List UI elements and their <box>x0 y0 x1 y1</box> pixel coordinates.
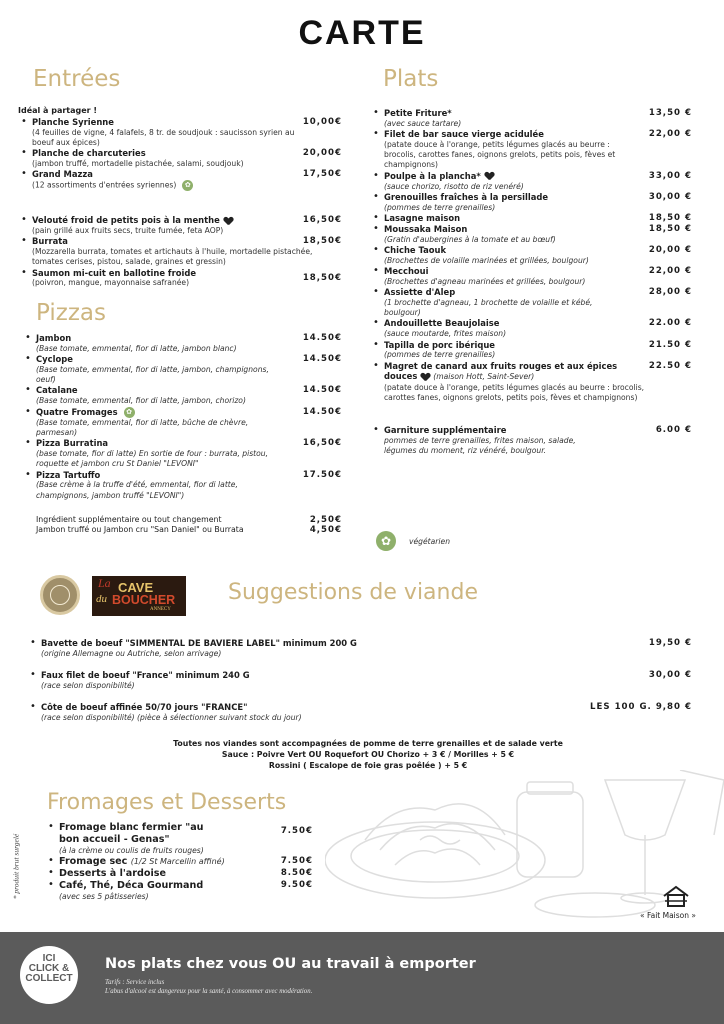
list-item: • Pizza Tartuffo (Base crème à la truffe d'été, emmental, fior di latte, champignons, jambon truffé "LEVONI") 17.50€ <box>22 470 342 501</box>
viande-section <box>27 638 692 723</box>
click-collect-badge: ICI CLICK & COLLECT <box>20 946 78 1004</box>
butcher-seal-logo <box>40 575 80 615</box>
entrees-list <box>18 117 342 289</box>
list-item: • Petite Friture* (avec sauce tartare) 13,50 € <box>370 108 692 129</box>
list-item: • Fromage sec (1/2 St Marcellin affiné) 7.50€ <box>45 856 313 868</box>
plats-heading: Plats <box>383 66 439 92</box>
page-title: CARTE <box>298 14 426 52</box>
vegetarian-legend-icon: ✿ <box>376 531 396 551</box>
list-item: • Quatre Fromages ✿ (Base tomate, emmental, fior di latte, bûche de chèvre, parmesan) 14.50€ <box>22 407 342 439</box>
footer-notes: Tarifs : Service inclus L'abus d'alcool est dangereux pour la santé, à consommer avec modération. <box>105 979 313 995</box>
list-item: • Assiette d'Alep (1 brochette d'agneau, 1 brochette de volaille et kébé, boulgour) 28,00 € <box>370 287 692 318</box>
desserts-section <box>45 822 313 903</box>
desserts-list <box>45 822 313 903</box>
list-item: • Planche Syrienne (4 feuilles de vigne, 4 falafels, 8 tr. de soudjouk : saucisson syrien au boeuf aux épices) 10,00€ <box>18 117 342 148</box>
list-item: • Jambon (Base tomate, emmental, fior di latte, jambon blanc) 14.50€ <box>22 333 342 354</box>
list-item: • Grenouilles fraîches à la persillade (pommes de terre grenailles) 30,00 € <box>370 192 692 213</box>
list-item: • Côte de boeuf affinée 50/70 jours "FRANCE" (race selon disponibilité) (pièce à sélectionner suivant stock du jour) LES 100 G. 9,80 € <box>27 702 692 723</box>
entrees-intro: Idéal à partager ! <box>18 106 98 115</box>
list-item: • Pizza Burratina (base tomate, fior di latte) En sortie de four : burrata, pistou, roquette et jambon cru St Daniel "LEVONI" 16,50€ <box>22 438 342 469</box>
frozen-product-note: * produit brut surgelé <box>11 833 21 900</box>
list-item: • Bavette de boeuf "SIMMENTAL DE BAVIERE LABEL" minimum 200 G (origine Allemagne ou Autriche, selon arrivage) 19,50 € <box>27 638 692 659</box>
fait-maison-label: « Fait Maison » <box>640 911 696 920</box>
list-item: • Poulpe à la plancha* (sauce chorizo, risotto de riz venéré) 33,00 € <box>370 171 692 192</box>
list-item: • Faux filet de boeuf "France" minimum 240 G (race selon disponibilité) 30,00 € <box>27 670 692 691</box>
garniture-list <box>370 425 692 456</box>
footer-bar <box>0 932 724 1024</box>
list-item: • Filet de bar sauce vierge acidulée (patate douce à l'orange, petits légumes glacés au beurre : brocolis, carottes fanes, oignons grelots, petits pois, fèves et champignons) 22,00 € <box>370 129 692 171</box>
heart-icon <box>421 373 430 381</box>
heart-icon <box>485 172 494 180</box>
list-item: • Mecchoui (Brochettes d'agneau marinées et grillées, boulgour) 22,00 € <box>370 266 692 287</box>
list-item: • Lasagne maison 18,50 € <box>370 213 692 224</box>
house-icon <box>661 884 691 908</box>
viande-list <box>27 638 692 723</box>
list-item: • Cyclope (Base tomate, emmental, fior di latte, jambon, champignons, oeuf) 14.50€ <box>22 354 342 385</box>
list-item: • Café, Thé, Déca Gourmand (avec ses 5 pâtisseries) 9.50€ <box>45 880 313 902</box>
extra-row: Jambon truffé ou Jambon cru "San Daniel" ou Burrata 4,50€ <box>36 525 342 536</box>
desserts-heading: Fromages et Desserts <box>47 790 287 815</box>
list-item: • Desserts à l'ardoise 8.50€ <box>45 868 313 880</box>
list-item: • Saumon mi-cuit en ballotine froide (poivron, mangue, mayonnaise safranée) 18,50€ <box>18 268 342 289</box>
entrees-heading: Entrées <box>33 66 121 92</box>
pizza-extras <box>22 515 342 536</box>
list-item: • Magret de canard aux fruits rouges et aux épices douces (maison Hott, Saint-Sever) (patate douce à l'orange, petits légumes glacés au beurre : brocolis, carottes fanes, oignons grelots, petits pois, fèves et champignons) 22.50 € <box>370 361 692 404</box>
pizzas-section <box>22 333 342 536</box>
list-item: • Fromage blanc fermier "au bon accueil - Genas" (à la crème ou coulis de fruits rouges) 7.50€ <box>45 822 313 856</box>
list-item: • Grand Mazza (12 assortiments d'entrées syriennes) ✿ 17,50€ <box>18 169 342 191</box>
list-item: • Planche de charcuteries (jambon truffé, mortadelle pistachée, salami, soudjouk) 20,00€ <box>18 148 342 169</box>
pizzas-list <box>22 333 342 501</box>
viande-notes: Toutes nos viandes sont accompagnées de pomme de terre grenailles et de salade verte Sauce : Poivre Vert OU Roquefort OU Chorizo + 3 € / Morilles + 5 € Rossini ( Escalope de foie gras poêlée ) + 5 € <box>173 739 563 770</box>
list-item: • Garniture supplémentaire pommes de terre grenailles, frites maison, salade, légumes du moment, riz vénéré, boulgour. 6.00 € <box>370 425 692 456</box>
list-item: • Velouté froid de petits pois à la menthe (pain grillé aux fruits secs, truite fumée, feta AOP) 16,50€ <box>18 215 342 236</box>
viande-heading: Suggestions de viande <box>228 580 478 605</box>
list-item: • Andouillette Beaujolaise (sauce moutarde, frites maison) 22.00 € <box>370 318 692 339</box>
heart-icon <box>224 217 233 225</box>
plats-section <box>370 108 692 457</box>
list-item: • Moussaka Maison (Gratin d'aubergines à la tomate et au bœuf) 18,50 € <box>370 224 692 245</box>
entrees-section <box>18 106 342 289</box>
vegetarian-leaf-icon: ✿ <box>124 407 135 418</box>
vegetarian-legend-label: végétarien <box>409 537 451 546</box>
list-item: • Burrata (Mozzarella burrata, tomates et artichauts à l'huile, mortadelle pistachée, tomates cerises, pistou, salade, graines et gressin) 18,50€ <box>18 236 342 267</box>
footer-title: Nos plats chez vous OU au travail à emporter <box>105 956 476 972</box>
list-item: • Chiche Taouk (Brochettes de volaille marinées et grillées, boulgour) 20,00 € <box>370 245 692 266</box>
vegetarian-leaf-icon: ✿ <box>182 180 193 191</box>
extra-row: Ingrédient supplémentaire ou tout changement 2,50€ <box>36 514 342 525</box>
list-item: • Tapilla de porc ibérique (pommes de terre grenailles) 21.50 € <box>370 340 692 361</box>
list-item: • Catalane (Base tomate, emmental, fior di latte, jambon, chorizo) 14.50€ <box>22 385 342 406</box>
cave-du-boucher-logo: La CAVE du BOUCHER ANNECY <box>92 576 186 616</box>
pizzas-heading: Pizzas <box>36 300 106 326</box>
plats-list <box>370 108 692 403</box>
